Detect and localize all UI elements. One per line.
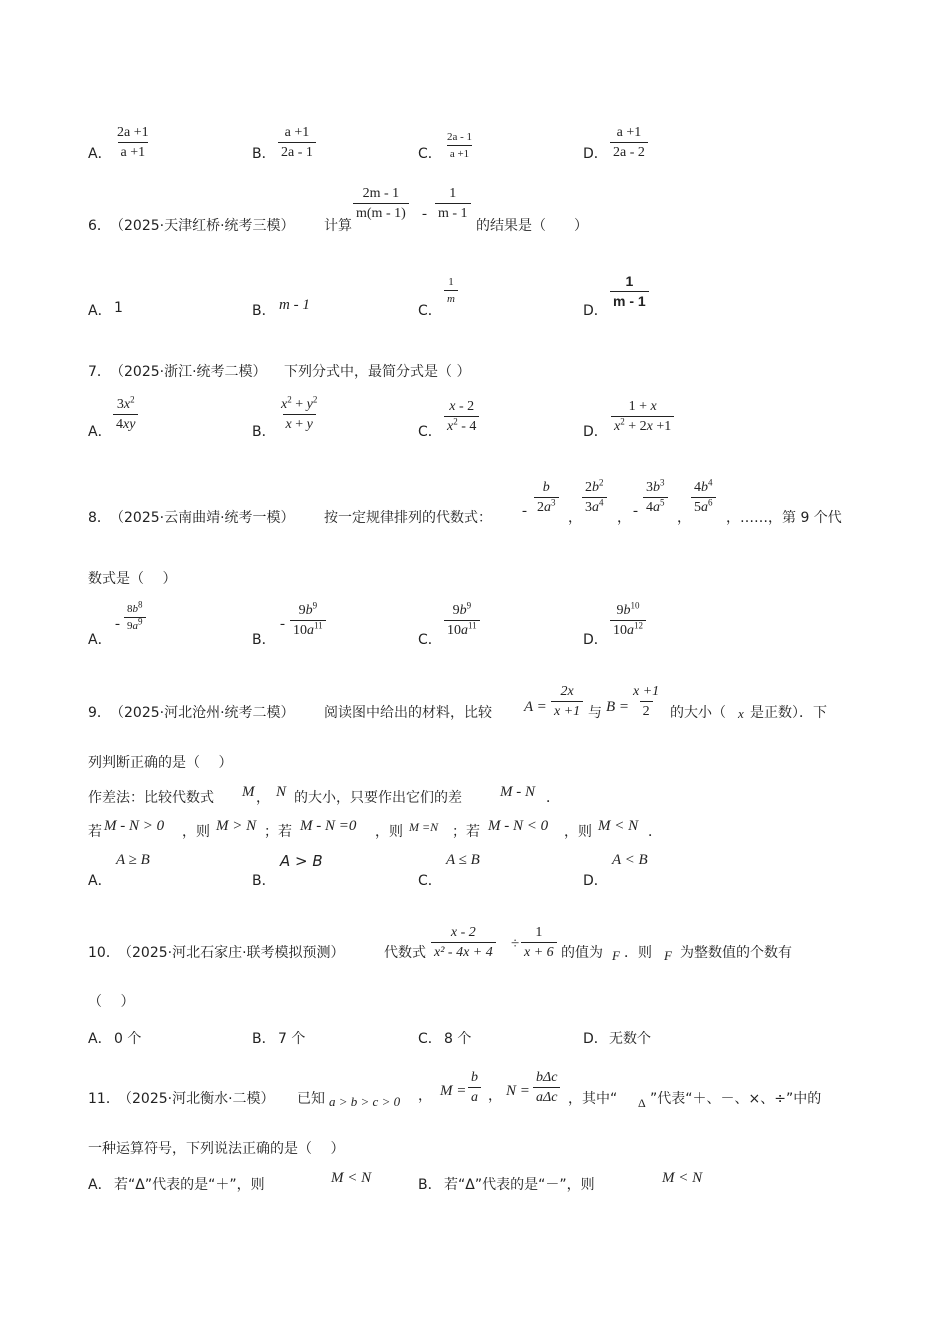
denominator: a (468, 1087, 481, 1105)
q9-material-1e: 的大小，只要作出它们的差 (294, 790, 462, 806)
q9-material-1b: M (242, 784, 255, 800)
q6-tail: 的结果是（ ） (476, 218, 588, 234)
q9-material-2-text: ；若 (452, 824, 480, 840)
q9-material-2-text: ，则 (375, 824, 403, 840)
q8-term-1-sign: - (522, 503, 527, 519)
q10-divide: ÷ (511, 936, 520, 952)
q8-line2: 数式是（ ） (88, 571, 177, 587)
numerator: 2m - 1 (362, 186, 400, 201)
q7-option-b-fraction: $\frac{x^2 + y^2}{x + y}$ (281, 394, 318, 433)
q5-option-a-label: A． (88, 146, 112, 162)
numerator: 1 (448, 276, 454, 288)
q8-stem: 按一定规律排列的代数式： (324, 510, 492, 526)
q9-option-c-label: C． (418, 873, 442, 889)
denominator: m - 1 (610, 291, 649, 309)
q11-comma: ， (418, 1088, 432, 1104)
numerator: 2x (560, 684, 574, 699)
q9-a-eq: A = (524, 699, 547, 715)
q7-option-b-label: B． (252, 424, 276, 440)
q6-fraction-2 (435, 186, 471, 222)
q8-tail: ，……，第 9 个代 (726, 510, 842, 526)
q9-number: 9． (88, 705, 111, 721)
q6-option-d-label: D． (583, 303, 608, 319)
q11-condition: a > b > c > 0 (329, 1094, 401, 1109)
q9-tail2: 是正数）．下 (750, 705, 827, 721)
q8-number: 8． (88, 510, 111, 526)
numerator: a +1 (284, 125, 310, 140)
q11-option-b-text: 若“Δ”代表的是“－”，则 (444, 1177, 595, 1193)
denominator: 2a - 1 (278, 142, 316, 160)
q11-source: （2025·河北衡水·二模） (118, 1091, 275, 1107)
q5-option-a-fraction (114, 125, 152, 161)
q9-material-1f: M - N (500, 784, 535, 800)
numerator: bΔc (536, 1070, 558, 1085)
q8-sep-3: ， (677, 510, 691, 526)
q9-option-a-label: A． (88, 873, 112, 889)
denominator: 2a - 2 (610, 142, 648, 160)
q8-option-a-sign: - (115, 616, 120, 632)
q10-F-1: F (612, 948, 620, 963)
numerator: 2a +1 (117, 125, 149, 140)
q6-number: 6． (88, 218, 111, 234)
q10-option-a-label: A． (88, 1031, 112, 1047)
denominator: m - 1 (435, 203, 471, 221)
q8-option-d-label: D． (583, 632, 608, 648)
q9-material-2-text: ． (648, 824, 662, 840)
q9-material-2-text: ，则 (564, 824, 592, 840)
q8-term-4: $\frac{4b^4}{5a^6}$ (691, 480, 716, 516)
q10-number: 10． (88, 945, 120, 961)
q8-term-3-sign: - (633, 503, 638, 519)
q10-fraction-1 (431, 925, 496, 961)
denominator: x + 6 (521, 942, 557, 960)
q8-sep-2: ， (617, 510, 631, 526)
denominator: x +1 (551, 701, 583, 719)
q8-option-b-label: B． (252, 632, 276, 648)
q9-material-2-expr: M < N (598, 818, 639, 834)
q7-option-c-label: C． (418, 424, 442, 440)
q9-material-2-expr: M - N =0 (300, 818, 357, 834)
q11-fraction-m (468, 1070, 481, 1106)
numerator: x - 2 (450, 925, 476, 940)
denominator: x² - 4x + 4 (431, 942, 496, 960)
q10-option-c-label: C． (418, 1031, 442, 1047)
q9-line2: 列判断正确的是（ ） (88, 755, 233, 771)
q10-line2: （ ） (88, 994, 135, 1010)
q11-delta: Δ (638, 1096, 646, 1110)
q9-tail1: 的大小（ (670, 705, 726, 721)
q11-m-eq: M = (440, 1083, 467, 1099)
q7-number: 7． (88, 364, 111, 380)
denominator: a +1 (118, 142, 149, 160)
denominator: m (444, 290, 458, 305)
q9-option-d-label: D． (583, 873, 608, 889)
q7-option-d-label: D． (583, 424, 608, 440)
q6-option-b-label: B． (252, 303, 276, 319)
denominator: m(m - 1) (353, 203, 409, 221)
q8-sep-1: ， (568, 510, 582, 526)
q6-lead: 计算 (324, 218, 352, 234)
q11-fraction-n (533, 1070, 560, 1106)
q9-fraction-b (630, 684, 662, 720)
q10-mid2: ．则 (624, 945, 652, 961)
q8-term-3: $\frac{3b^3}{4a^5}$ (643, 480, 668, 516)
q5-option-b-label: B． (252, 146, 276, 162)
q11-option-a-expr: M < N (331, 1170, 372, 1186)
q6-source: （2025·天津红桥·统考三模） (110, 218, 295, 234)
q9-material-2-text: ，则 (182, 824, 210, 840)
q10-F-2: F (664, 948, 672, 963)
numerator: a +1 (616, 125, 642, 140)
q9-material-1d: N (276, 784, 287, 800)
numerator: 2a - 1 (447, 131, 473, 143)
numerator: x +1 (633, 684, 660, 699)
denominator: 2 (640, 701, 653, 719)
q7-stem: 下列分式中，最简分式是（ ） (284, 364, 471, 380)
q10-option-a-text: 0 个 (114, 1031, 142, 1047)
q7-source: （2025·浙江·统考二模） (110, 364, 267, 380)
q6-option-a-text: 1 (114, 300, 123, 316)
q5-option-d-label: D． (583, 146, 608, 162)
q6-fraction-1 (353, 186, 409, 222)
numerator: 1 (625, 273, 634, 289)
q10-option-d-text: 无数个 (609, 1031, 651, 1047)
q8-option-b-sign: - (280, 616, 285, 632)
denominator: a +1 (447, 145, 472, 160)
q9-with: 与 (588, 705, 602, 721)
q5-option-d-fraction (610, 125, 648, 161)
q10-option-c-text: 8 个 (444, 1031, 472, 1047)
q11-option-b-label: B． (418, 1177, 442, 1193)
q8-option-c-fraction: $\frac{9b^9}{10a^{11}}$ (444, 603, 480, 639)
q9-material-2-expr: M - N < 0 (488, 818, 549, 834)
q8-option-b-fraction: $\frac{9b^9}{10a^{11}}$ (290, 603, 326, 639)
q10-option-d-label: D． (583, 1031, 608, 1047)
q9-b-eq: B = (606, 699, 630, 715)
q6-option-c-fraction (444, 276, 458, 305)
q8-term-1: $\frac{b}{2a^3}$ (534, 480, 559, 516)
q5-option-c-fraction (444, 131, 475, 160)
q7-option-c-fraction: $\frac{x - 2}{x^2 - 4}$ (444, 399, 479, 435)
q6-option-d-fraction (610, 274, 649, 310)
q11-n-eq: N = (506, 1083, 530, 1099)
q11-lead: 已知 (297, 1091, 325, 1107)
q8-option-c-label: C． (418, 632, 442, 648)
q9-option-a-expr: A ≥ B (116, 852, 150, 868)
q11-option-b-expr: M < N (662, 1170, 703, 1186)
q10-fraction-2 (521, 925, 557, 961)
q6-minus: - (422, 206, 427, 222)
q11-comma-2: ， (488, 1088, 502, 1104)
q11-line2: 一种运算符号，下列说法正确的是（ ） (88, 1141, 345, 1157)
q10-tail: 为整数值的个数有 (680, 945, 792, 961)
q11-option-a-text: 若“Δ”代表的是“＋”，则 (114, 1177, 265, 1193)
q9-material-2-text: ；若 (264, 824, 292, 840)
q11-mid: ，其中“ (568, 1091, 618, 1107)
q9-material-1g: ． (546, 790, 560, 806)
q8-option-a-label: A． (88, 632, 112, 648)
numerator: 1 (535, 925, 543, 940)
q9-material-2-text: 若 (88, 824, 102, 840)
q9-source: （2025·河北沧州·统考二模） (110, 705, 295, 721)
q7-option-d-fraction: $\frac{1 + x}{x^2 + 2x +1}$ (611, 399, 674, 435)
q10-lead: 代数式 (384, 945, 426, 961)
numerator: b (471, 1070, 478, 1085)
q10-source: （2025·河北石家庄·联考模拟预测） (118, 945, 345, 961)
q6-option-b-text: m - 1 (279, 297, 310, 313)
q8-option-a-fraction: $\frac{8b^8}{9a^9}$ (124, 603, 146, 632)
q9-material-2-expr: M =N (409, 820, 439, 834)
numerator: 1 (449, 186, 457, 201)
q5-option-b-fraction (278, 125, 316, 161)
denominator: aΔc (533, 1087, 560, 1105)
q10-mid: 的值为 (561, 945, 603, 961)
q9-fraction-a (551, 684, 583, 720)
q9-material-1c: ， (256, 790, 270, 806)
q10-option-b-label: B． (252, 1031, 276, 1047)
q9-option-b-label: B． (252, 873, 276, 889)
q9-x: x (738, 706, 744, 721)
q7-option-a-label: A． (88, 424, 112, 440)
q8-term-2: $\frac{2b^2}{3a^4}$ (582, 480, 607, 516)
q6-option-c-label: C． (418, 303, 442, 319)
q7-option-a-fraction: $\frac{3x^2}{4xy}$ (113, 397, 138, 433)
q9-option-d-expr: A < B (612, 852, 648, 868)
q9-material-1a: 作差法：比较代数式 (88, 790, 214, 806)
q9-option-b-expr: A > B (280, 852, 323, 870)
q9-material-2-expr: M > N (216, 818, 257, 834)
q9-stem: 阅读图中给出的材料，比较 (324, 705, 492, 721)
q9-material-2-expr: M - N > 0 (104, 818, 165, 834)
q9-option-c-expr: A ≤ B (446, 852, 480, 868)
q11-tail: ”代表“＋、－、×、÷”中的 (650, 1091, 822, 1107)
q10-option-b-text: 7 个 (278, 1031, 306, 1047)
q11-option-a-label: A． (88, 1177, 112, 1193)
q8-source: （2025·云南曲靖·统考一模） (110, 510, 295, 526)
q5-option-c-label: C． (418, 146, 442, 162)
q11-number: 11． (88, 1091, 120, 1107)
q6-option-a-label: A． (88, 303, 112, 319)
q8-option-d-fraction: $\frac{9b^{10}}{10a^{12}}$ (610, 603, 646, 639)
